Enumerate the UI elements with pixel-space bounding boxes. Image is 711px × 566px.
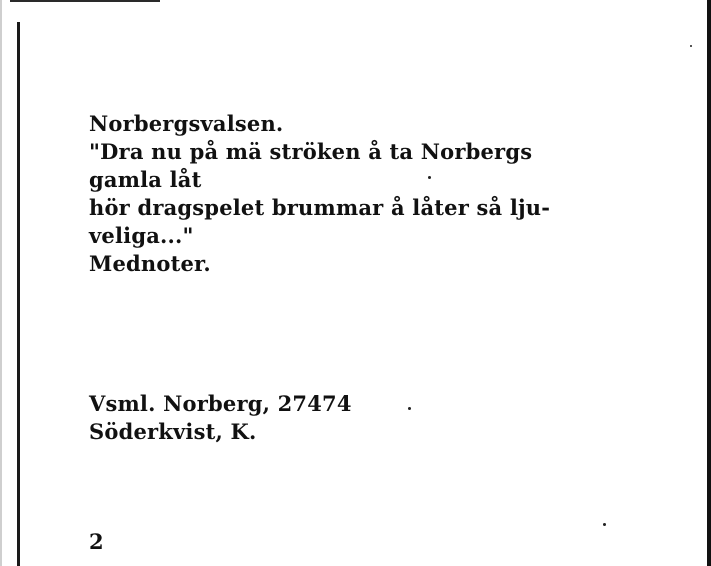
lyric-line-3: hör dragspelet brummar å låter så lju-	[89, 195, 551, 220]
collector-name: Söderkvist, K.	[89, 419, 257, 444]
card-left-border	[17, 22, 20, 566]
scan-speck	[408, 407, 411, 410]
card-top-edge	[10, 0, 160, 2]
card-edge-shadow	[0, 0, 2, 566]
scan-speck	[603, 523, 606, 526]
lyric-line-1: "Dra nu på mä ströken å ta Norbergs	[89, 139, 533, 164]
page-number: 2	[89, 529, 104, 554]
note-mednoter: Mednoter.	[89, 251, 211, 276]
source-reference: Vsml. Norberg, 27474	[89, 391, 352, 416]
scan-speck	[428, 176, 431, 179]
card-right-edge	[707, 0, 711, 566]
scan-speck	[690, 45, 692, 47]
lyric-line-2: gamla låt	[89, 167, 202, 192]
song-title: Norbergsvalsen.	[89, 111, 284, 136]
lyric-line-4: veliga..."	[89, 223, 194, 248]
